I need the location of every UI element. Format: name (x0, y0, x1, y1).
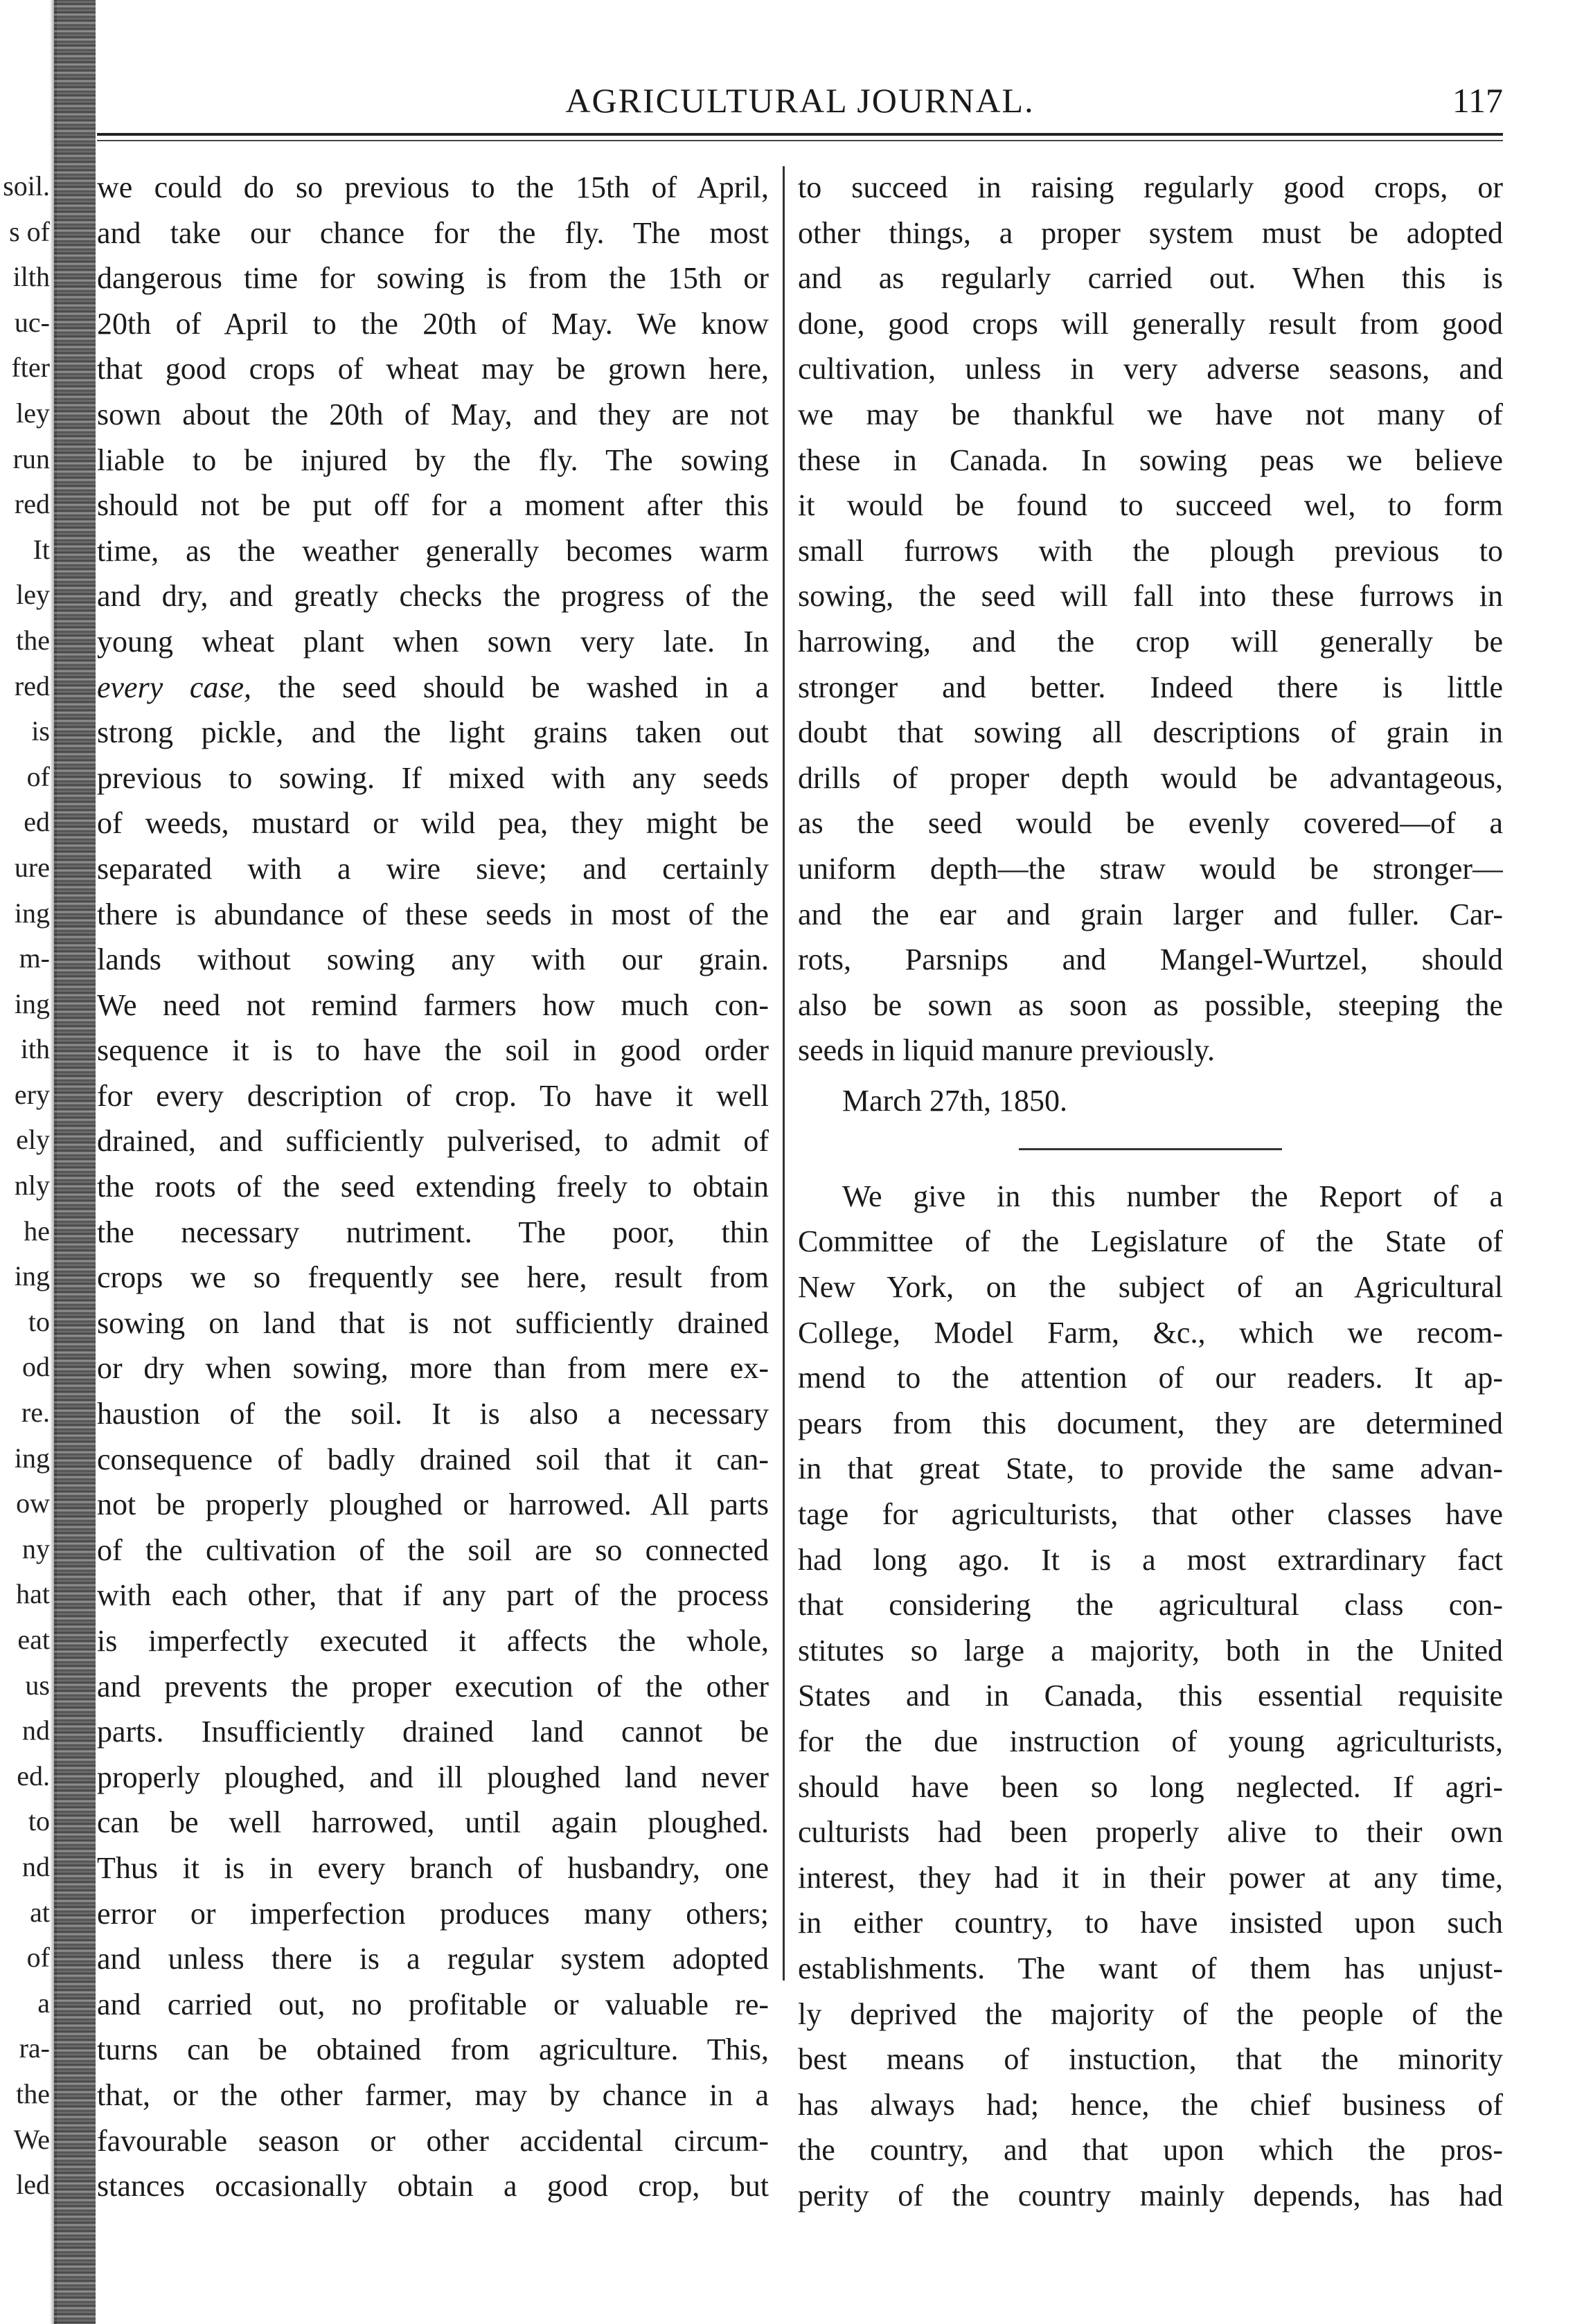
text-line: College, Model Farm, &c., which we recom- (798, 1315, 1503, 1350)
text-line: Thus it is in every branch of husbandry, one (97, 1850, 769, 1885)
text-line: not be properly ploughed or harrowed. All parts (97, 1487, 769, 1522)
fragment-line: at (30, 1896, 50, 1928)
text-line: parts. Insufficiently drained land cannot be (97, 1715, 769, 1749)
text-line: in either country, to have insisted upon such (798, 1906, 1503, 1940)
facing-page-fragments (0, 163, 50, 2208)
fragment-line: to (28, 1805, 50, 1837)
binding-gutter (54, 0, 96, 2324)
text-line: there is abundance of these seeds in most of the (97, 897, 769, 931)
text-line: culturists had been properly alive to their own (798, 1815, 1503, 1850)
fragment-line: ed. (17, 1760, 50, 1791)
text-line: the necessary nutriment. The poor, thin (97, 1215, 769, 1249)
text-line: as the seed would be evenly covered—of a (798, 806, 1503, 841)
text-line: tage for agriculturists, that other classes have (798, 1497, 1503, 1532)
text-line: sown about the 20th of May, and they are not (97, 397, 769, 431)
text-line: the roots of the seed extending freely to obtain (97, 1170, 769, 1204)
fragment-line: led (16, 2169, 50, 2201)
paragraph-1 (798, 165, 1503, 1073)
fragment-line: ing (14, 1442, 50, 1474)
paragraph-2 (798, 1174, 1503, 2219)
text-line: dangerous time for sowing is from the 15th or (97, 261, 769, 296)
text-line: sequence it is to have the soil in good order (97, 1033, 769, 1068)
text-line: 20th of April to the 20th of May. We know (97, 306, 769, 341)
text-line: doubt that sowing all descriptions of grain in (798, 715, 1503, 750)
header-rule (97, 133, 1503, 136)
fragment-line: nd (22, 1850, 50, 1882)
text-line: stitutes so large a majority, both in the United (798, 1633, 1503, 1668)
page-header (97, 76, 1503, 125)
fragment-line: hat (16, 1578, 50, 1610)
fragment-line: ilth (12, 261, 50, 293)
fragment-line: of (26, 1942, 50, 1974)
fragment-line: nd (22, 1715, 50, 1746)
text-line: lands without sowing any with our grain. (97, 942, 769, 977)
text-line: We need not remind farmers how much con- (97, 987, 769, 1022)
text-line: is imperfectly executed it affects the whole, (97, 1624, 769, 1658)
text-line: drained, and sufficiently pulverised, to admit of (97, 1124, 769, 1159)
text-line: sowing on land that is not sufficiently drained (97, 1305, 769, 1340)
header-rule-thin (97, 140, 1503, 141)
text-line: stances occasionally obtain a good crop, but (97, 2169, 769, 2204)
fragment-line: a (37, 1987, 50, 2019)
fragment-line: ery (14, 1078, 50, 1110)
fragment-line: ny (22, 1532, 50, 1564)
text-line: mend to the attention of our readers. It ap- (798, 1361, 1503, 1395)
text-line: and as regularly carried out. When this is (798, 261, 1503, 296)
text-line: and take our chance for the fly. The most (97, 215, 769, 250)
text-line: consequence of badly drained soil that it can- (97, 1442, 769, 1476)
fragment-line: ley (16, 579, 50, 611)
fragment-line: ure (14, 851, 50, 883)
text-line: strong pickle, and the light grains taken out (97, 715, 769, 750)
text-line: the country, and that upon which the pros- (798, 2133, 1503, 2167)
fragment-line: s of (9, 215, 50, 247)
text-line: properly ploughed, and ill ploughed land never (97, 1760, 769, 1794)
text-line: Committee of the Legislature of the State of (798, 1224, 1503, 1259)
fragment-line: red (14, 670, 50, 701)
text-line: to succeed in raising regularly good crops, or (798, 170, 1503, 204)
text-line: liable to be injured by the fly. The sowing (97, 443, 769, 477)
fragment-line: We (13, 2123, 50, 2155)
text-line: States and in Canada, this essential requisite (798, 1679, 1503, 1713)
dateline: March 27th, 1850. (842, 1083, 1068, 1118)
text-line: and carried out, no profitable or valuable re- (97, 1987, 769, 2021)
text-line: other things, a proper system must be adopted (798, 215, 1503, 250)
text-line: crops we so frequently see here, result from (97, 1260, 769, 1295)
text-line: rots, Parsnips and Mangel-Wurtzel, should (798, 942, 1503, 977)
fragment-line: ed (24, 806, 50, 838)
fragment-line: ely (16, 1124, 50, 1156)
running-head: AGRICULTURAL JOURNAL. (565, 81, 1035, 120)
fragment-line: uc- (14, 306, 50, 338)
text-line: that considering the agricultural class con- (798, 1588, 1503, 1623)
text-line: of the cultivation of the soil are so connected (97, 1532, 769, 1567)
text-line: that good crops of wheat may be grown here, (97, 352, 769, 386)
column-divider (783, 166, 785, 1981)
fragment-line: ow (16, 1487, 50, 1519)
text-line: every case, the seed should be washed in a (97, 670, 769, 704)
text-line: ly deprived the majority of the people of the (798, 1996, 1503, 2031)
fragment-line: of (26, 760, 50, 792)
text-line: has always had; hence, the chief business of (798, 2087, 1503, 2122)
text-line: and dry, and greatly checks the progress of the (97, 579, 769, 614)
text-line: sowing, the seed will fall into these furrows in (798, 579, 1503, 614)
fragment-line: the (16, 2077, 50, 2109)
page-number: 117 (1452, 81, 1503, 120)
left-column (97, 165, 769, 2209)
text-line: separated with a wire sieve; and certainly (97, 851, 769, 886)
text-line: of weeds, mustard or wild pea, they might be (97, 806, 769, 841)
text-line: or dry when sowing, more than from mere ex- (97, 1351, 769, 1386)
text-line: and unless there is a regular system adopted (97, 1942, 769, 1976)
fragment-line: eat (17, 1624, 50, 1655)
fragment-line: re. (21, 1397, 50, 1429)
fragment-line: red (14, 488, 50, 520)
text-line: uniform depth—the straw would be stronger— (798, 851, 1503, 886)
fragment-line: ith (20, 1033, 50, 1065)
text-line: we could do so previous to the 15th of April, (97, 170, 769, 204)
text-line: perity of the country mainly depends, has had (798, 2178, 1503, 2213)
fragment-line: he (24, 1215, 50, 1246)
fragment-line: ra- (19, 2032, 50, 2064)
text-line: New York, on the subject of an Agricultural (798, 1270, 1503, 1305)
fragment-line: od (22, 1351, 50, 1383)
text-line: best means of instuction, that the minority (798, 2042, 1503, 2077)
text-line: interest, they had it in their power at any time, (798, 1860, 1503, 1895)
text-line: young wheat plant when sown very late. In (97, 624, 769, 659)
fragment-line: m- (19, 942, 50, 974)
section-separator (1019, 1148, 1282, 1150)
fragment-line: us (25, 1669, 50, 1701)
text-line: that, or the other farmer, may by chance in a (97, 2077, 769, 2112)
fragment-line: ing (14, 1260, 50, 1292)
text-line: can be well harrowed, until again ploughed. (97, 1805, 769, 1840)
text-line: establishments. The want of them has unjust- (798, 1951, 1503, 1985)
text-line: and the ear and grain larger and fuller. Car- (798, 897, 1503, 931)
text-line: for the due instruction of young agriculturists, (798, 1724, 1503, 1758)
text-line: done, good crops will generally result from good (798, 306, 1503, 341)
fragment-line: to (28, 1305, 50, 1337)
text-line: harrowing, and the crop will generally be (798, 624, 1503, 659)
text-line: stronger and better. Indeed there is little (798, 670, 1503, 704)
text-line: turns can be obtained from agriculture. This, (97, 2032, 769, 2067)
text-line: should not be put off for a moment after this (97, 488, 769, 523)
text-line: previous to sowing. If mixed with any seeds (97, 760, 769, 795)
fragment-line: ing (14, 987, 50, 1019)
right-column (798, 165, 1503, 2219)
text-line: pears from this document, they are determined (798, 1406, 1503, 1440)
text-line: error or imperfection produces many others; (97, 1896, 769, 1931)
text-line: seeds in liquid manure previously. (798, 1033, 1216, 1068)
text-line: small furrows with the plough previous to (798, 533, 1503, 568)
text-line: drills of proper depth would be advantageous, (798, 760, 1503, 795)
fragment-line: is (31, 715, 50, 747)
fragment-line: nly (14, 1170, 50, 1201)
fragment-line: ley (16, 397, 50, 429)
text-line: haustion of the soil. It is also a necessary (97, 1397, 769, 1431)
text-line: with each other, that if any part of the process (97, 1578, 769, 1613)
text-line: in that great State, to provide the same advan- (798, 1451, 1503, 1486)
text-line: we may be thankful we have not many of (798, 397, 1503, 431)
text-line: had long ago. It is a most extrardinary fact (798, 1542, 1503, 1577)
text-line: should have been so long neglected. If agri- (798, 1769, 1503, 1804)
text-line: it would be found to succeed wel, to form (798, 488, 1503, 523)
text-line: time, as the weather generally becomes warm (97, 533, 769, 568)
text-line: for every description of crop. To have it well (97, 1078, 769, 1113)
fragment-line: run (12, 443, 50, 474)
text-line: cultivation, unless in very adverse seasons, and (798, 352, 1503, 386)
fragment-line: ing (14, 897, 50, 929)
fragment-line: the (16, 624, 50, 656)
text-line: We give in this number the Report of a (842, 1179, 1503, 1213)
fragment-line: fter (11, 352, 50, 384)
text-line: favourable season or other accidental circum- (97, 2123, 769, 2158)
text-line: these in Canada. In sowing peas we believe (798, 443, 1503, 477)
text-line: and prevents the proper execution of the other (97, 1669, 769, 1704)
text-line: also be sown as soon as possible, steeping the (798, 987, 1503, 1022)
fragment-line: soil. (3, 170, 50, 202)
fragment-line: It (33, 533, 50, 565)
